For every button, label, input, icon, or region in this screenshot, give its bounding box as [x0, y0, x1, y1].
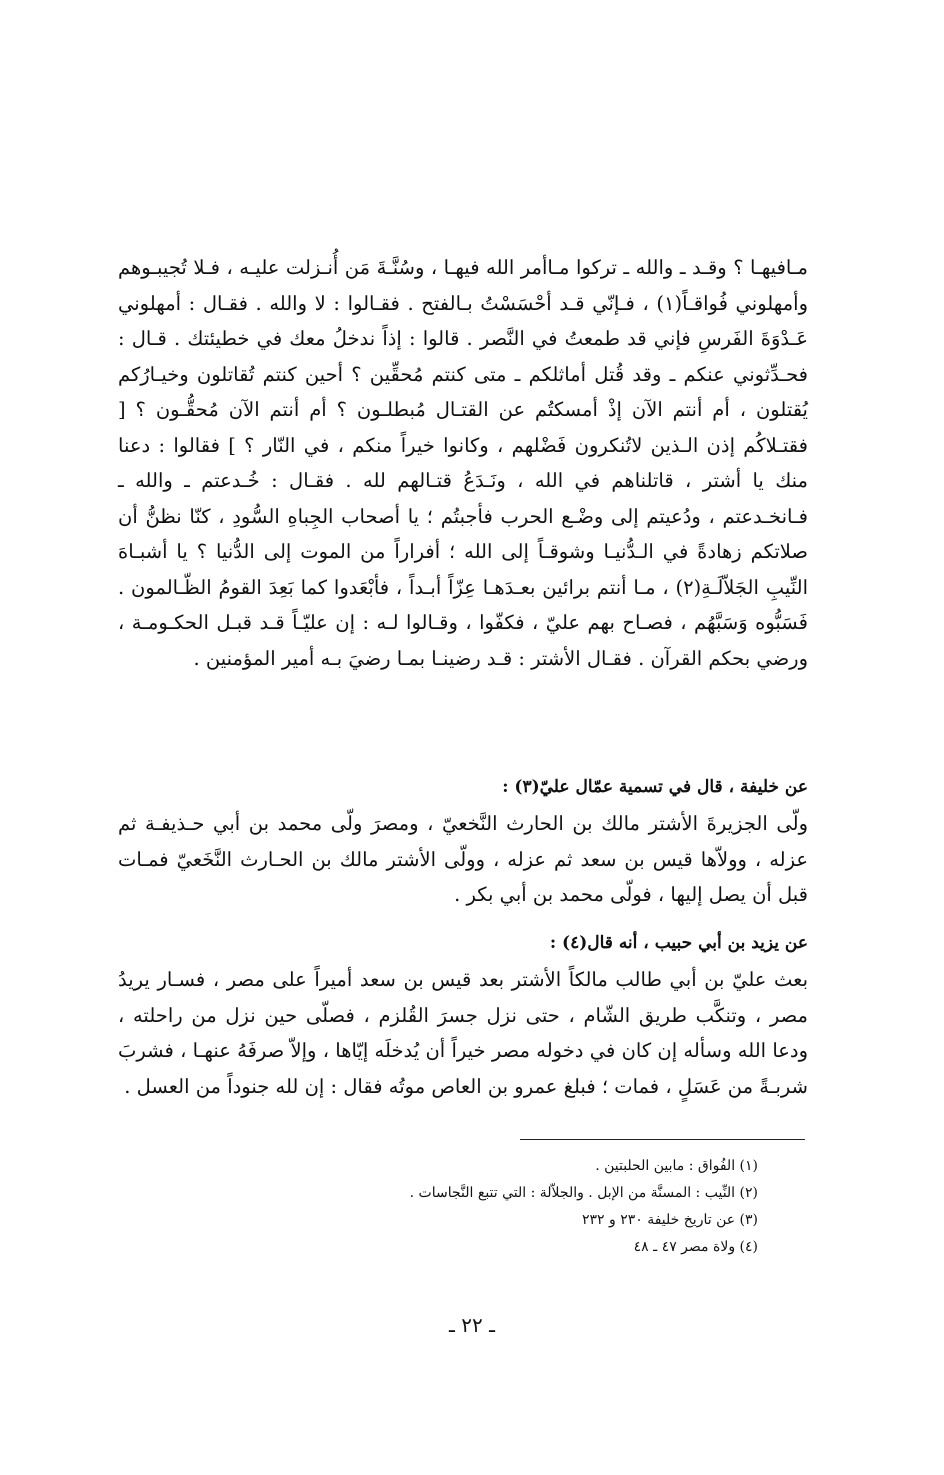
main-paragraph — [118, 250, 808, 676]
footnote-1: (١) الفُواق : مابين الحلبتين . — [595, 1158, 758, 1174]
footnote-divider — [520, 1139, 805, 1140]
main-text: مـافيهـا ؟ وقـد ـ والله ـ تركوا مـاأمر الله فيهـا ، وسُنَّـةَ مَن أُنـزلت عليـه ، فـلا تُجيبـوهم وأمهلوني فُواقـاً(١) ، فـإنّي قـد أحْسَسْتُ بـالفتح . فقـالوا : لا والله . فقـال : أمهلوني عَـدْوَةَ الفَرسِ فإني قد طمعتُ في النَّصر . قالوا : إذاً ندخلُ معك في خطيئتك . قـال : فحـدِّثوني عنكم ـ وقد قُتل أماثلكم ـ متى كنتم مُحقِّين ؟ أحين كنتم تُقاتلون وخيـارُكم يُقتلون ، أم أنتم الآن إذْ أمسكتُم عن القتـال مُبطلـون ؟ أم أنتم الآن مُحقُّـون ؟ [ فقتـلاكُم إذن الـذين لاتُنكرون فَضْلهم ، وكانوا خيراً منكم ، في النّار ؟ ] فقالوا : دعنا منك يا أشتر ، قاتلناهم في الله ، ونَـدَعُ قتـالهم لله . فقـال : خُـدعتم ـ والله ـ فـانخـدعتم ، ودُعيتم إلى وضْـع الحرب فأجبتُم ؛ يا أصحاب الجِباهِ السُّودِ ، كنّا نظنُّ أن صلاتكم زهادةً في الـدُّنيـا وشوقـاً إلى الله ؛ أفراراً من الموت إلى الدُّنيا ؟ يا أشبـاهَ النِّيبِ الجَلاّلَـةِ(٢) ، مـا أنتم برائين بعـدَهـا عِزّاً أبـداً ، فأبْعَدوا كما بَعِدَ القومُ الظّـالمون . فَسَبُّوه وَسَبَّهُم ، فصـاح بهم عليّ ، فكفّوا ، وقـالوا لـه : إن عليّـاً قـد قبـل الحكـومـة ، ورضي بحكم القرآن . فقـال الأشتر : قـد رضينـا بمـا رضيَ بـه أمير المؤمنين . — [118, 256, 808, 670]
section-heading-caliph: عن خليفة ، قال في تسمية عمّال عليّ(٣) : — [502, 777, 808, 797]
footnote-3: (٣) عن تاريخ خليفة ٢٣٠ و ٢٣٢ — [581, 1212, 758, 1228]
footnotes — [118, 1153, 758, 1261]
page-number: ـ ٢٢ ـ — [449, 1313, 495, 1337]
paragraph-ashtar-death: بعث عليّ بن أبي طالب مالكاً الأشتر بعد قيس بن سعد أميراً على مصر ، فسـار يريدُ مصر ، وتنكَّب طريق الشّام ، حتى نزل جسرَ القُلزم ، فصلّى حين نزل من راحلته ، ودعا الله وسأله إن كان في دخوله مصر خيراً أن يُدخلَه إيّاها ، وإلاّ صرفَهُ عنهـا ، فشربَ شربـةً من عَسَلٍ ، فمات ؛ فبلغ عمرو بن العاص موتُه فقال : إن لله جنوداً من العسل . — [118, 968, 808, 1098]
footnote-2: (٢) النِّيب : المسنَّة من الإبل . والجلاّلة : التي تتبع النَّجاسات . — [409, 1185, 758, 1201]
footnote-4: (٤) ولاة مصر ٤٧ ـ ٤٨ — [633, 1239, 758, 1255]
section-heading-yazid: عن يزيد بن أبي حبيب ، أنه قال(٤) : — [549, 933, 808, 953]
paragraph-governors: ولّى الجزيرةَ الأشتر مالك بن الحارث النَّخعيّ ، ومصرَ ولّى محمد بن أبي حـذيفـة ثم عزله ، وولاّها قيس بن سعد ثم عزله ، وولّى الأشتر مالك بن الحـارث النَّخَعيّ فمـات قبل أن يصل إليها ، فولّى محمد بن أبي بكر . — [118, 812, 808, 906]
